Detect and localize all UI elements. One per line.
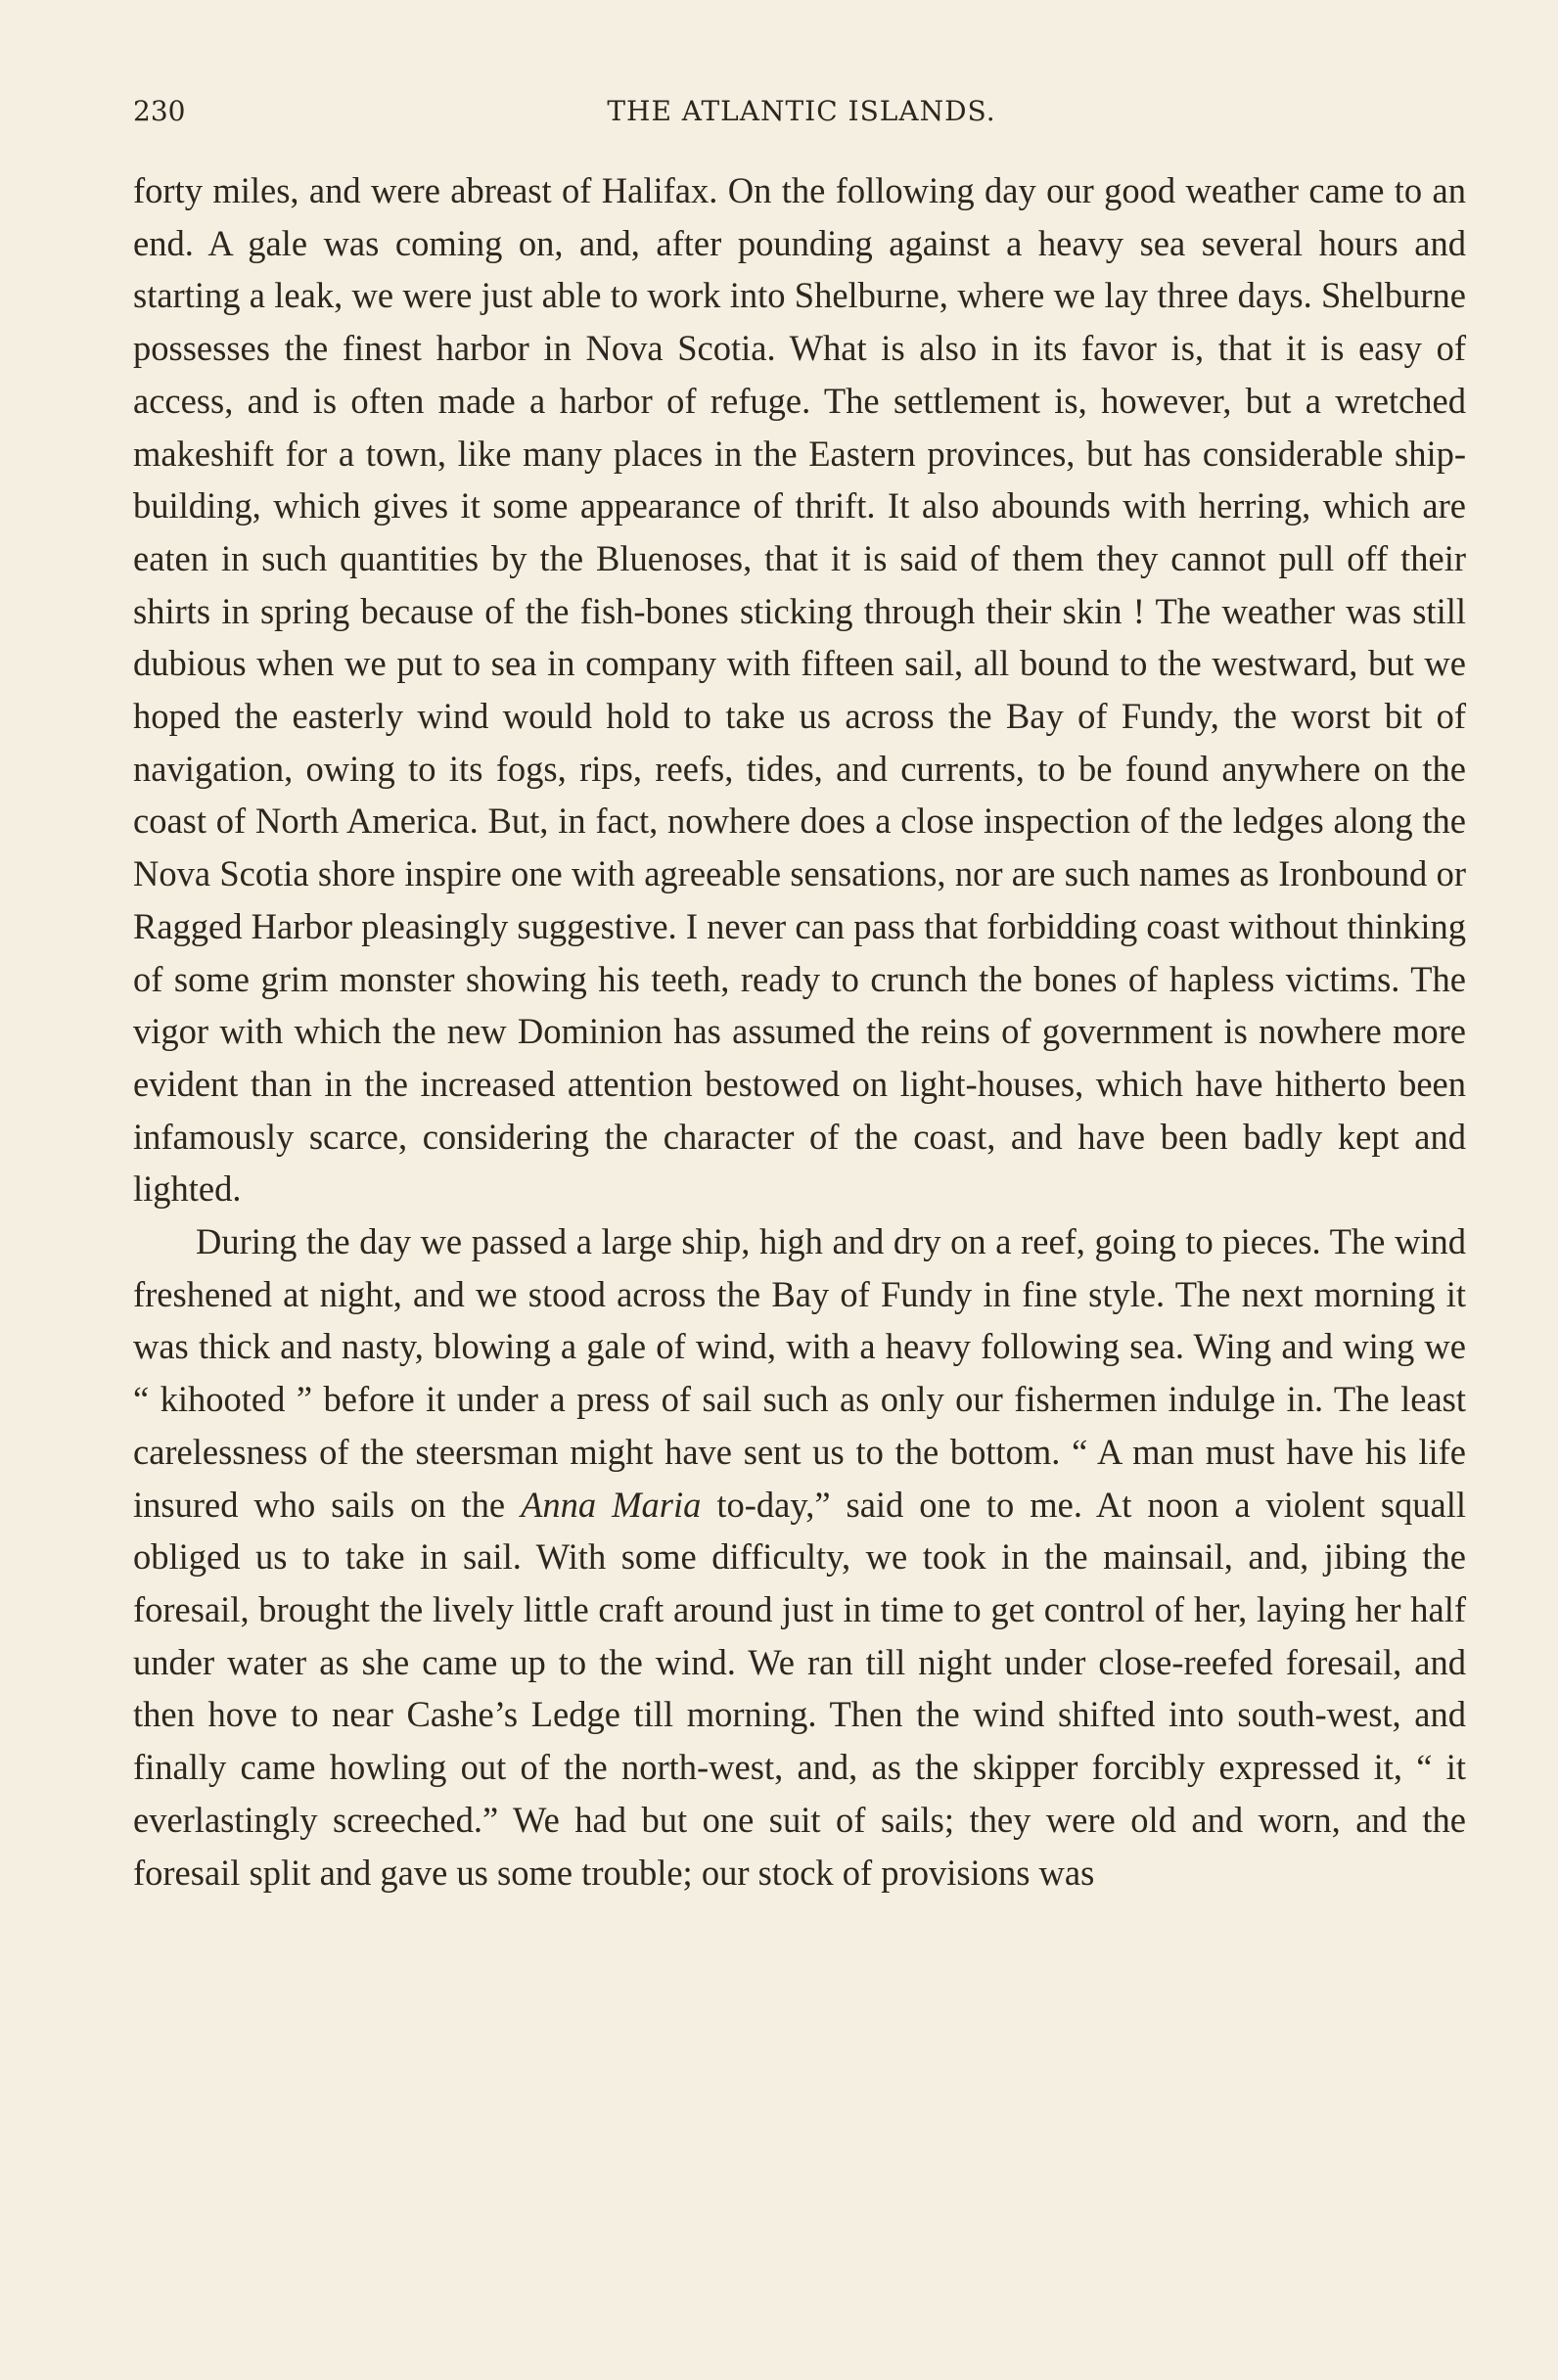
ship-name: Anna Maria [521,1484,702,1525]
running-title: THE ATLANTIC ISLANDS. [607,95,996,127]
paragraph-1: forty miles, and were abreast of Halifax. On the following day our good weather came to an end. A gale was coming on, and, after pounding against a heavy sea several hours and starting a leak, we were just able to work into Shelburne, where we lay three days. Shelburne possesses the finest harbor in Nova Scotia. What is also in its favor is, that it is easy of access, and is often made a harbor of refuge. The settlement is, however, but a wretched makeshift for a town, like many places in the Eastern provinces, but has considerable ship-building, which gives it some appearance of thrift. It also abounds with herring, which are eaten in such quantities by the Bluenoses, that it is said of them they cannot pull off their shirts in spring because of the fish-bones sticking through their skin ! The weather was still dubious when we put to sea in company with fifteen sail, all bound to the westward, but we hoped the easterly wind would hold to take us across the Bay of Fundy, the worst bit of navigation, owing to its fogs, rips, reefs, tides, and currents, to be found anywhere on the coast of North America. But, in fact, nowhere does a close inspection of the ledges along the Nova Scotia shore inspire one with agreeable sensations, nor are such names as Ironbound or Ragged Harbor pleasingly suggestive. I never can pass that forbidding coast without thinking of some grim monster showing his teeth, ready to crunch the bones of hapless victims. The vigor with which the new Dominion has assumed the reins of government is nowhere more evident than in the increased attention bestowed on light-houses, which have hitherto been infamously scarce, considering the character of the coast, and have been badly kept and lighted. [133,170,1466,1210]
page-header [133,90,1470,133]
paragraph-2-text-after-ship-name: to-day,” said one to me. At noon a violent squall obliged us to take in sail. With some difficulty, we took in the mainsail, and, jibing the foresail, brought the lively little craft around just in time to get control of her, laying her half under water as she came up to the wind. We ran till night under close-reefed foresail, and then hove to near Cashe’s Ledge till morning. Then the wind shifted into south-west, and finally came howling out of the north-west, and, as the skipper forcibly expressed it, “ it everlastingly screeched.” We had but one suit of sails; they were old and worn, and the foresail split and gave us some trouble; our stock of provisions was [133,1484,1467,1893]
page-number: 230 [133,95,186,127]
paragraph-2 [133,1215,1466,1899]
paragraph-2-text-before-ship-name: During the day we passed a large ship, high and dry on a reef, going to pieces. The wind freshened at night, and we stood across the Bay of Fundy in fine style. The next morning it was thick and nasty, blowing a gale of wind, with a heavy following sea. Wing and wing we “ kihooted ” before it under a press of sail such as only our fishermen indulge in. The least carelessness of the steersman might have sent us to the bottom. “ A man must have his life insured who sails on the [133,1221,1466,1525]
body-text [133,164,1466,1899]
